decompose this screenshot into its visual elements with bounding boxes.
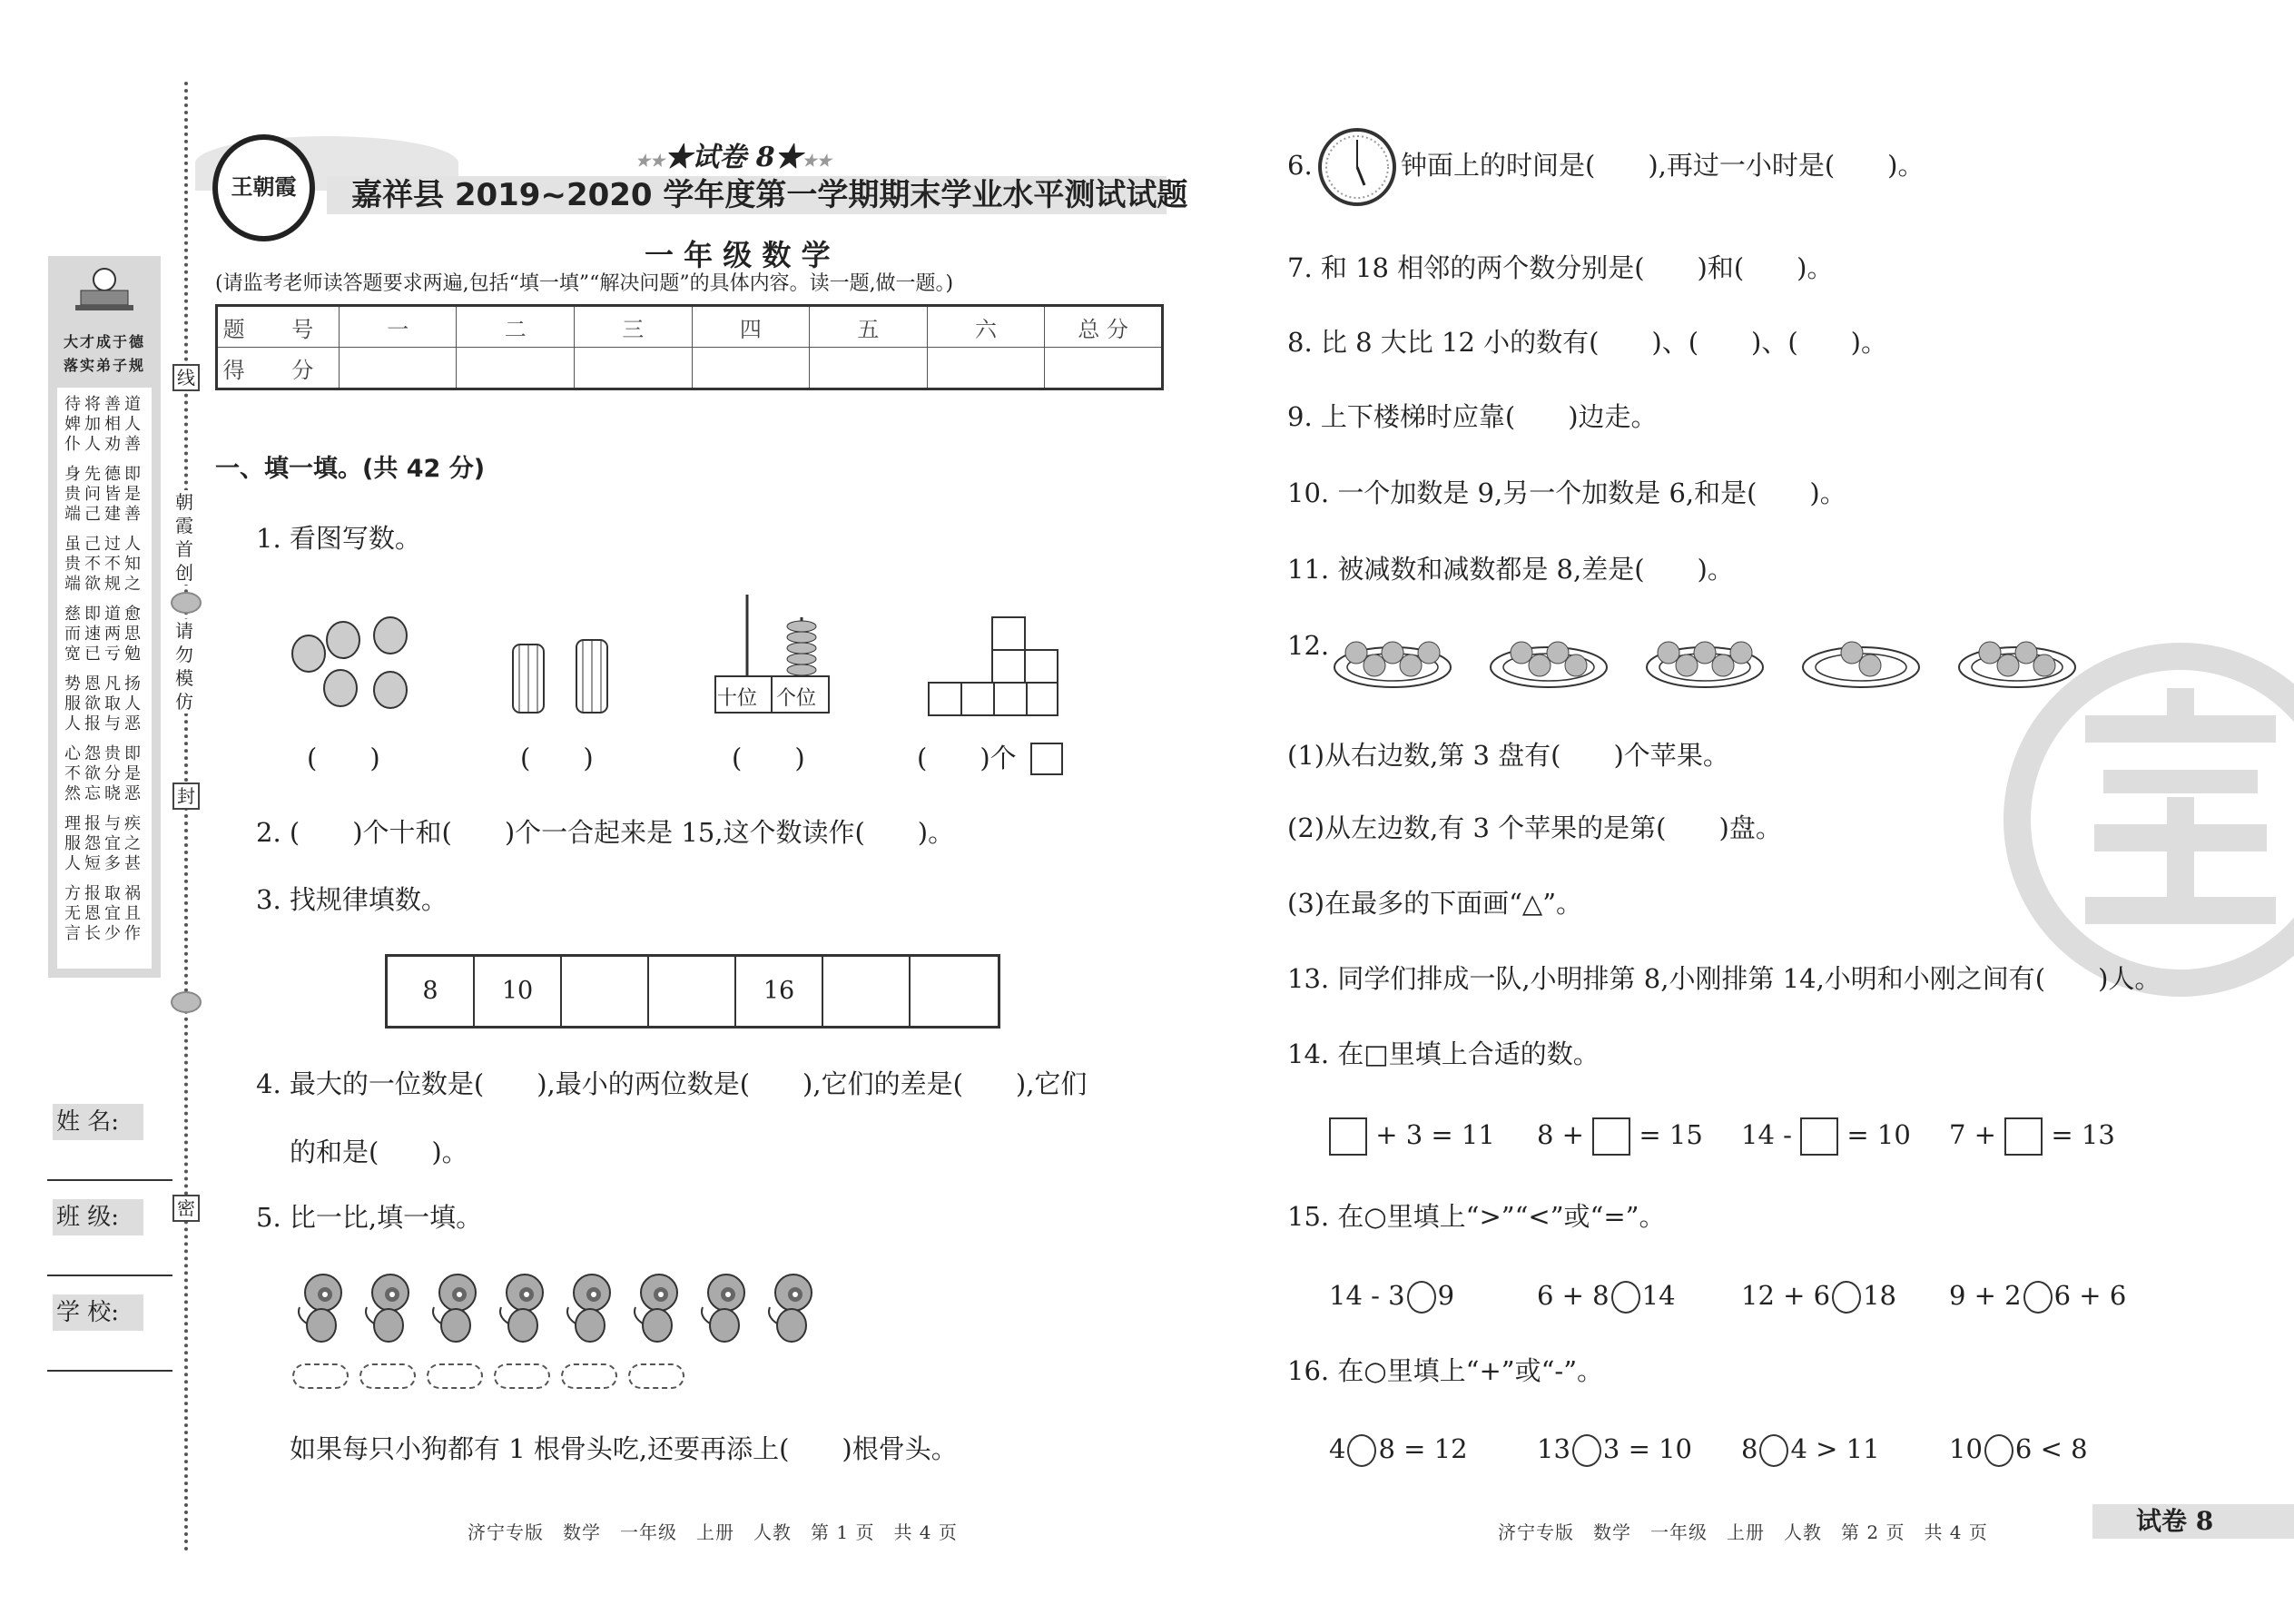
- equation-right: 18: [1863, 1280, 1896, 1311]
- instruction: (请监考老师读答题要求两遍,包括“填一填”“解决问题”的具体内容。读一题,做一题。): [215, 272, 954, 295]
- poem-block: [57, 395, 152, 455]
- dog-icon: [292, 1271, 349, 1343]
- poem-line: 贵不不知: [64, 555, 144, 574]
- equation-left: 12 + 6: [1741, 1280, 1831, 1311]
- footer-left: 济宁专版 数学 一年级 上册 人教 第 1 页 共 4 页: [468, 1521, 958, 1543]
- dog-icon: [561, 1271, 617, 1343]
- apple-icon: [2033, 655, 2055, 676]
- poem-line: 势恩凡扬: [64, 674, 144, 694]
- question-16: 16. 在○里填上“+”或“-”。: [1287, 1355, 1604, 1386]
- apple-icon: [1979, 642, 2001, 664]
- question-8: 8. 比 8 大比 12 小的数有( )、( )、( )。: [1287, 327, 1887, 358]
- compare-equation: [1741, 1279, 1896, 1314]
- poem-line: 虽己过人: [64, 535, 144, 554]
- compare-equation: [1329, 1432, 1468, 1467]
- fill-box-equation: [1741, 1117, 1911, 1156]
- compare-equation: [1741, 1432, 1880, 1467]
- question-4: 4. 最大的一位数是( ),最小的两位数是( ),它们的差是( ),它们: [256, 1068, 1088, 1099]
- apple-icon: [1382, 642, 1403, 664]
- apple-icon: [1997, 655, 2019, 676]
- pattern-blank[interactable]: [911, 957, 998, 1026]
- equation-left: 4: [1329, 1433, 1346, 1464]
- score-header-cell: 四: [692, 306, 810, 348]
- equation-left: 14 -: [1741, 1119, 1801, 1150]
- answer-box[interactable]: [1800, 1117, 1838, 1156]
- question-3: 3. 找规律填数。: [256, 884, 448, 915]
- equation-left: 7 +: [1949, 1119, 2005, 1150]
- dog-icon: [763, 1271, 819, 1343]
- equation-right: 6 + 6: [2053, 1280, 2127, 1311]
- answer-blank[interactable]: ( ): [307, 743, 380, 773]
- apple-icon: [1511, 642, 1532, 664]
- score-cell[interactable]: [575, 348, 693, 389]
- answer-box[interactable]: [1592, 1117, 1630, 1156]
- question-5: 5. 比一比,填一填。: [256, 1202, 483, 1233]
- poem-line: 人报与恶: [64, 714, 144, 733]
- question-13: 13. 同学们排成一队,小明排第 8,小刚排第 14,小明和小刚之间有( )人。: [1287, 963, 2161, 994]
- poem-block: [57, 884, 152, 944]
- apple-plate: [1332, 620, 1453, 691]
- poem-line: 仆人劝善: [64, 435, 144, 454]
- apple-icon: [1400, 655, 1422, 676]
- answer-circle[interactable]: [1347, 1434, 1376, 1467]
- answer-box[interactable]: [2004, 1117, 2043, 1156]
- pattern-blank[interactable]: [823, 957, 911, 1026]
- poem-line: 理报与疾: [64, 814, 144, 833]
- footer-right: 济宁专版 数学 一年级 上册 人教 第 2 页 共 4 页: [1498, 1521, 1988, 1543]
- poem-line: 慈即道愈: [64, 605, 144, 624]
- exam-tag: ★★★试卷 8★★★: [635, 142, 832, 173]
- swirl-icon: [171, 592, 202, 614]
- equation-left: 6 + 8: [1537, 1280, 1610, 1311]
- bone-icon: [494, 1363, 550, 1389]
- question-12-1: (1)从右边数,第 3 盘有( )个苹果。: [1287, 740, 1729, 771]
- question-1: 1. 看图写数。: [256, 523, 421, 554]
- compare-equation: [1949, 1432, 2088, 1467]
- abacus-tens-label: 十位: [717, 687, 758, 710]
- compare-equation: [1949, 1279, 2126, 1314]
- binding-dotted-line: [184, 82, 188, 1552]
- fill-box-equation: [1949, 1117, 2115, 1156]
- poem-line: 宽已亏勉: [64, 645, 144, 664]
- publisher-logo: 王朝霞: [212, 134, 315, 241]
- dog-icon: [695, 1271, 752, 1343]
- apple-plate: [1800, 620, 1922, 691]
- question-4-cont: 的和是( )。: [290, 1137, 468, 1167]
- poem-line: 婢加相人: [64, 415, 144, 434]
- equation-left: 8: [1741, 1433, 1758, 1464]
- answer-circle[interactable]: [1832, 1281, 1861, 1314]
- fill-box-equation: [1537, 1117, 1703, 1156]
- score-row-label: 得 分: [217, 348, 340, 389]
- apple-plates-row: [1332, 620, 2078, 691]
- apple-plate: [1488, 620, 1610, 691]
- apple-icon: [1364, 655, 1385, 676]
- score-cell[interactable]: [457, 348, 575, 389]
- question-9: 9. 上下楼梯时应靠( )边走。: [1287, 401, 1658, 432]
- answer-circle[interactable]: [1759, 1434, 1788, 1467]
- score-header-cell: 二: [457, 306, 575, 348]
- poem-line: 然忘晓恶: [64, 784, 144, 803]
- question-2: 2. ( )个十和( )个一合起来是 15,这个数读作( )。: [256, 817, 955, 848]
- apple-plate: [1956, 620, 2078, 691]
- class-label: 班 级:: [53, 1199, 143, 1235]
- compare-equation: [1329, 1279, 1454, 1314]
- apple-plate: [1644, 620, 1766, 691]
- question-5-prompt: 如果每只小狗都有 1 根骨头吃,还要再添上( )根骨头。: [290, 1433, 958, 1464]
- answer-circle[interactable]: [2023, 1281, 2053, 1314]
- apple-icon: [1694, 642, 1716, 664]
- stick-bundles-picture: [504, 635, 622, 722]
- poem-line: 服欲取人: [64, 694, 144, 714]
- poem-block: [57, 814, 152, 874]
- di-zi-gui-poem: [57, 388, 152, 969]
- school-field[interactable]: [47, 1370, 172, 1372]
- equation-left: 10: [1949, 1433, 1983, 1464]
- bone-icon: [628, 1363, 684, 1389]
- poem-line: 心怨贵即: [64, 744, 144, 763]
- binding-mark-mi: 密: [172, 1195, 200, 1222]
- equation-right: = 13: [2043, 1119, 2115, 1150]
- equation-right: 14: [1641, 1280, 1676, 1311]
- apple-icon: [1730, 642, 1752, 664]
- bone-icon: [292, 1363, 349, 1389]
- bone-icon: [561, 1363, 617, 1389]
- bones-row: [292, 1363, 684, 1389]
- apple-icon: [1565, 655, 1587, 676]
- apple-icon: [1712, 655, 1734, 676]
- equation-right: = 10: [1838, 1119, 1911, 1150]
- question-10: 10. 一个加数是 9,另一个加数是 6,和是( )。: [1287, 477, 1846, 508]
- sidebar-caption-1: 大才成于德: [63, 333, 145, 350]
- fill-box-equation: [1329, 1117, 1495, 1156]
- question-12: 12.: [1287, 630, 1330, 661]
- school-label: 学 校:: [53, 1294, 143, 1331]
- poem-block: [57, 605, 152, 664]
- cube-icon: [1030, 743, 1063, 775]
- equation-left: 14 - 3: [1329, 1280, 1405, 1311]
- sidebar-caption-2: 落实弟子规: [63, 357, 145, 374]
- poem-block: [57, 465, 152, 525]
- score-header-cell: 总 分: [1045, 306, 1163, 348]
- apple-icon: [1418, 642, 1440, 664]
- poem-line: 待将善道: [64, 395, 144, 414]
- poem-line: 贵问皆是: [64, 485, 144, 504]
- score-header-cell: 六: [927, 306, 1045, 348]
- score-cell[interactable]: [1045, 348, 1163, 389]
- sidebar-panel: [48, 256, 161, 978]
- score-header-cell: 五: [810, 306, 928, 348]
- apple-icon: [1345, 642, 1367, 664]
- confidential-watermark: [2004, 643, 2294, 997]
- class-field[interactable]: [47, 1275, 172, 1276]
- corner-tag-text: 试卷 8: [2136, 1506, 2214, 1536]
- question-14: 14. 在□里填上合适的数。: [1287, 1038, 1600, 1069]
- apple-icon: [1859, 655, 1881, 676]
- equation-left: 8 +: [1537, 1119, 1593, 1150]
- section-heading: 一、填一填。(共 42 分): [215, 455, 486, 483]
- poem-line: 端欲规之: [64, 575, 144, 594]
- question-7: 7. 和 18 相邻的两个数分别是( )和( )。: [1287, 252, 1834, 283]
- answer-circle[interactable]: [1611, 1281, 1640, 1314]
- score-table: [215, 304, 1164, 390]
- exam-title: 嘉祥县 2019~2020 学年度第一学期期末学业水平测试试题: [351, 177, 1188, 213]
- cubes-picture: [924, 613, 1060, 717]
- poem-line: 无恩宜且: [64, 904, 144, 923]
- binding-mark-feng: 封: [172, 782, 200, 810]
- dog-icon: [359, 1271, 416, 1343]
- chicks-picture: [281, 608, 418, 717]
- exam-tag-text: 试卷 8: [692, 142, 775, 173]
- poem-block: [57, 744, 152, 804]
- score-header-cell: 三: [575, 306, 693, 348]
- answer-blank[interactable]: ( ): [732, 743, 805, 773]
- equation-left: 9 + 2: [1949, 1280, 2022, 1311]
- equation-right: 9: [1437, 1280, 1455, 1311]
- pattern-number: 10: [475, 957, 562, 1026]
- question-12-2: (2)从左边数,有 3 个苹果的是第( )盘。: [1287, 812, 1782, 843]
- pattern-number: 8: [388, 957, 475, 1026]
- score-cell[interactable]: [810, 348, 928, 389]
- apple-icon: [1841, 642, 1863, 664]
- compare-equation: [1537, 1279, 1676, 1314]
- pattern-blank[interactable]: [649, 957, 736, 1026]
- score-cell[interactable]: [927, 348, 1045, 389]
- vertical-note-2: 请勿模仿: [172, 619, 197, 714]
- score-header-cell: 题 号: [217, 306, 340, 348]
- poem-line: 方报取祸: [64, 884, 144, 903]
- bone-icon: [427, 1363, 483, 1389]
- dog-icon: [427, 1271, 483, 1343]
- poem-line: 身先德即: [64, 465, 144, 484]
- poem-line: 端己建善: [64, 505, 144, 524]
- answer-blank[interactable]: ( )个: [917, 743, 1017, 773]
- dog-icon: [494, 1271, 550, 1343]
- abacus-ones-label: 个位: [776, 687, 817, 710]
- answer-blank[interactable]: ( ): [520, 743, 594, 773]
- answer-box[interactable]: [1329, 1117, 1367, 1156]
- question-11: 11. 被减数和减数都是 8,差是( )。: [1287, 554, 1734, 585]
- question-6-number: 6.: [1287, 150, 1313, 181]
- poem-line: 人短多甚: [64, 854, 144, 873]
- student-reading-icon: [68, 265, 141, 320]
- equation-right: + 3 = 11: [1367, 1119, 1495, 1150]
- poem-line: 不欲分是: [64, 764, 144, 783]
- answer-circle[interactable]: [1407, 1281, 1436, 1314]
- question-15: 15. 在○里填上“>”“<”或“=”。: [1287, 1201, 1666, 1232]
- score-cell[interactable]: [692, 348, 810, 389]
- corner-exam-tag: [2092, 1504, 2294, 1539]
- pattern-blank[interactable]: [562, 957, 649, 1026]
- score-cell[interactable]: [339, 348, 457, 389]
- bone-icon: [359, 1363, 416, 1389]
- dog-icon: [628, 1271, 684, 1343]
- answer-circle[interactable]: [1572, 1434, 1601, 1467]
- answer-circle[interactable]: [1984, 1434, 2013, 1467]
- poem-line: 言长少作: [64, 924, 144, 943]
- name-field[interactable]: [47, 1179, 172, 1181]
- vertical-note-1: 朝霞首创: [172, 490, 197, 585]
- subject-title: 一 年 级 数 学: [645, 238, 831, 272]
- equation-right: 4 > 11: [1790, 1433, 1880, 1464]
- dogs-row: [292, 1271, 819, 1343]
- poem-block: [57, 535, 152, 595]
- pattern-number-row: [385, 954, 1000, 1029]
- binding-mark-xian: 线: [172, 364, 200, 391]
- poem-line: 服怨宜之: [64, 834, 144, 853]
- question-6: 钟面上的时间是( ),再过一小时是( )。: [1401, 150, 1925, 181]
- apple-icon: [1676, 655, 1698, 676]
- equation-right: 6 < 8: [2014, 1433, 2088, 1464]
- swirl-icon: [171, 991, 202, 1013]
- score-header-cell: 一: [339, 306, 457, 348]
- equation-right: = 15: [1630, 1119, 1703, 1150]
- apple-icon: [1658, 642, 1679, 664]
- poem-block: [57, 674, 152, 734]
- apple-icon: [2015, 642, 2037, 664]
- name-label: 姓 名:: [53, 1104, 143, 1140]
- pattern-number: 16: [736, 957, 823, 1026]
- apple-icon: [1529, 655, 1551, 676]
- equation-right: 8 = 12: [1378, 1433, 1468, 1464]
- clock-icon: [1315, 127, 1399, 207]
- compare-equation: [1537, 1432, 1692, 1467]
- equation-left: 13: [1537, 1433, 1570, 1464]
- question-12-3: (3)在最多的下面画“△”。: [1287, 888, 1583, 919]
- apple-icon: [1547, 642, 1569, 664]
- equation-right: 3 = 10: [1602, 1433, 1692, 1464]
- poem-line: 而速两思: [64, 625, 144, 644]
